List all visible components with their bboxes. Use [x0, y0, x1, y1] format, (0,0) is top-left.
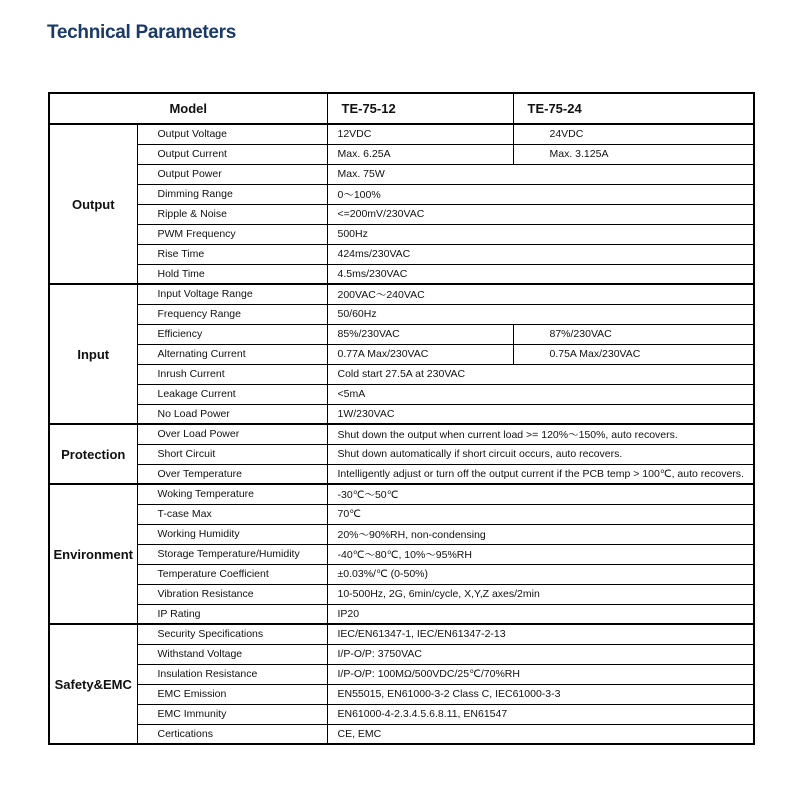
parameter-value-te-75-24: 24VDC — [513, 124, 754, 144]
parameter-name: Short Circuit — [137, 444, 327, 464]
parameter-value-te-75-12: 0.77A Max/230VAC — [327, 344, 513, 364]
section-label: Output — [49, 124, 137, 284]
table-row — [49, 504, 754, 524]
parameter-value-te-75-24: 87%/230VAC — [513, 324, 754, 344]
table-row — [49, 204, 754, 224]
model-header: Model — [49, 93, 327, 124]
table-row — [49, 304, 754, 324]
parameter-value: Max. 75W — [327, 164, 754, 184]
parameter-name: Alternating Current — [137, 344, 327, 364]
parameter-value: EN55015, EN61000-3-2 Class C, IEC61000-3-3 — [327, 684, 754, 704]
section-label: Safety&EMC — [49, 624, 137, 744]
parameter-value: Intelligently adjust or turn off the output current if the PCB temp > 100℃, auto recovers. — [327, 464, 754, 484]
table-row — [49, 684, 754, 704]
table-row — [49, 604, 754, 624]
table-row — [49, 224, 754, 244]
parameter-value: 20%～90%RH, non-condensing — [327, 524, 754, 544]
parameter-value-te-75-12: 85%/230VAC — [327, 324, 513, 344]
parameter-value-te-75-12: Max. 6.25A — [327, 144, 513, 164]
parameter-name: T-case Max — [137, 504, 327, 524]
parameter-name: No Load Power — [137, 404, 327, 424]
table-row — [49, 724, 754, 744]
parameter-name: EMC Emission — [137, 684, 327, 704]
parameter-name: Rise Time — [137, 244, 327, 264]
parameter-name: Withstand Voltage — [137, 644, 327, 664]
parameter-value: Shut down automatically if short circuit occurs, auto recovers. — [327, 444, 754, 464]
table-row — [49, 704, 754, 724]
parameter-value: 4.5ms/230VAC — [327, 264, 754, 284]
model-te-75-12-header: TE-75-12 — [327, 93, 513, 124]
section-label: Input — [49, 284, 137, 424]
parameter-value: 50/60Hz — [327, 304, 754, 324]
model-te-75-24-header: TE-75-24 — [513, 93, 754, 124]
table-row — [49, 624, 754, 644]
table-row — [49, 524, 754, 544]
page-title: Technical Parameters — [47, 22, 237, 43]
table-row — [49, 184, 754, 204]
section-label: Protection — [49, 424, 137, 484]
parameter-value: 10-500Hz, 2G, 6min/cycle, X,Y,Z axes/2min — [327, 584, 754, 604]
parameter-name: Security Specifications — [137, 624, 327, 644]
table-row — [49, 484, 754, 504]
table-header-row — [49, 93, 754, 124]
parameter-name: Dimming Range — [137, 184, 327, 204]
table-row — [49, 144, 754, 164]
parameter-value: Cold start 27.5A at 230VAC — [327, 364, 754, 384]
parameter-value: <5mA — [327, 384, 754, 404]
table-row — [49, 384, 754, 404]
parameter-value: 0～100% — [327, 184, 754, 204]
table-row — [49, 644, 754, 664]
parameter-name: Inrush Current — [137, 364, 327, 384]
parameter-name: Vibration Resistance — [137, 584, 327, 604]
parameter-value: ±0.03%/℃ (0-50%) — [327, 564, 754, 584]
section-label: Environment — [49, 484, 137, 624]
table-row — [49, 124, 754, 144]
table-row — [49, 564, 754, 584]
table-row — [49, 164, 754, 184]
table-row — [49, 584, 754, 604]
parameter-value: 424ms/230VAC — [327, 244, 754, 264]
table-row — [49, 444, 754, 464]
parameter-value: IEC/EN61347-1, IEC/EN61347-2-13 — [327, 624, 754, 644]
parameter-name: Output Power — [137, 164, 327, 184]
parameter-name: Efficiency — [137, 324, 327, 344]
table-row — [49, 344, 754, 364]
parameter-name: Output Voltage — [137, 124, 327, 144]
parameter-value: EN61000-4-2.3.4.5.6.8.11, EN61547 — [327, 704, 754, 724]
table-row — [49, 324, 754, 344]
parameter-name: Hold Time — [137, 264, 327, 284]
parameter-value: CE, EMC — [327, 724, 754, 744]
parameter-value: 500Hz — [327, 224, 754, 244]
parameter-name: Insulation Resistance — [137, 664, 327, 684]
parameter-value: I/P-O/P: 100MΩ/500VDC/25℃/70%RH — [327, 664, 754, 684]
spec-table — [48, 92, 755, 745]
parameter-value-te-75-24: 0.75A Max/230VAC — [513, 344, 754, 364]
parameter-name: Leakage Current — [137, 384, 327, 404]
parameter-name: Input Voltage Range — [137, 284, 327, 304]
parameter-value: 70℃ — [327, 504, 754, 524]
parameter-name: Over Load Power — [137, 424, 327, 444]
parameter-name: IP Rating — [137, 604, 327, 624]
parameter-name: Temperature Coefficient — [137, 564, 327, 584]
parameter-name: Woking Temperature — [137, 484, 327, 504]
parameter-value: 1W/230VAC — [327, 404, 754, 424]
table-row — [49, 544, 754, 564]
table-row — [49, 264, 754, 284]
table-row — [49, 244, 754, 264]
parameter-value-te-75-12: 12VDC — [327, 124, 513, 144]
parameter-name: Output Current — [137, 144, 327, 164]
table-row — [49, 404, 754, 424]
table-row — [49, 364, 754, 384]
table-row — [49, 664, 754, 684]
table-row — [49, 284, 754, 304]
parameter-value-te-75-24: Max. 3.125A — [513, 144, 754, 164]
parameter-name: Working Humidity — [137, 524, 327, 544]
parameter-value: -30℃～50℃ — [327, 484, 754, 504]
table-row — [49, 464, 754, 484]
parameter-value: 200VAC～240VAC — [327, 284, 754, 304]
parameter-name: Frequency Range — [137, 304, 327, 324]
parameter-name: Certications — [137, 724, 327, 744]
table-row — [49, 424, 754, 444]
parameter-name: Ripple & Noise — [137, 204, 327, 224]
parameter-name: EMC Immunity — [137, 704, 327, 724]
parameter-value: IP20 — [327, 604, 754, 624]
parameter-value: <=200mV/230VAC — [327, 204, 754, 224]
parameter-value: I/P-O/P: 3750VAC — [327, 644, 754, 664]
parameter-name: Storage Temperature/Humidity — [137, 544, 327, 564]
parameter-value: -40℃～80℃, 10%～95%RH — [327, 544, 754, 564]
parameter-value: Shut down the output when current load >= 120%～150%, auto recovers. — [327, 424, 754, 444]
parameter-name: Over Temperature — [137, 464, 327, 484]
parameter-name: PWM Frequency — [137, 224, 327, 244]
